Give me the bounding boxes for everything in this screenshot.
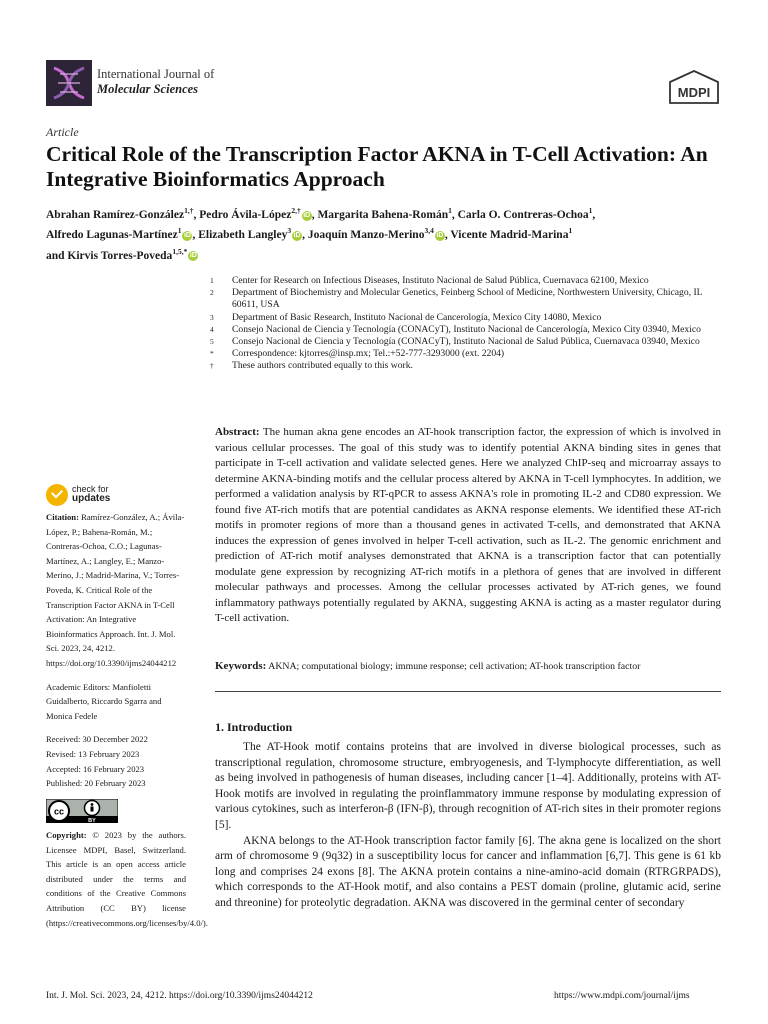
orcid-icon[interactable]: iD [436, 232, 444, 240]
check-updates-line2: updates [72, 493, 111, 504]
author-affiliation-mark: 2,† [291, 206, 301, 215]
affiliation-item [210, 275, 726, 287]
author-name[interactable]: Carla O. Contreras-Ochoa [457, 208, 589, 221]
paper-title: Critical Role of the Transcription Factor AKNA in T-Cell Activation: An Integrative Bioinformatics Approach [46, 142, 708, 191]
copyright-block [46, 828, 208, 930]
author-name[interactable]: Alfredo Lagunas-Martínez [46, 229, 178, 242]
date-accepted: Accepted: 16 February 2023 [46, 763, 145, 774]
date-revised: Revised: 13 February 2023 [46, 748, 140, 759]
keywords [215, 660, 721, 672]
affiliation-text: Department of Biochemistry and Molecular Genetics, Feinberg School of Medicine, Northwestern University, Chicago, IL 60611, USA [232, 287, 703, 311]
introduction-body [215, 740, 721, 912]
article-type: Article [46, 125, 79, 139]
mdpi-logo-icon [668, 70, 720, 104]
journal-logo-icon [46, 60, 92, 106]
affiliation-mark: † [210, 361, 214, 371]
author-name[interactable]: and Kirvis Torres-Poveda [46, 249, 173, 262]
author-affiliation-mark: 1 [177, 226, 182, 236]
affiliation-mark: 4 [210, 324, 214, 334]
affiliation-mark: 2 [210, 288, 214, 298]
author-separator: , [451, 208, 458, 221]
author-affiliation-mark: 3 [287, 226, 292, 236]
affiliation-item [210, 324, 726, 336]
orcid-icon[interactable]: iD [189, 252, 197, 260]
cc-by-label: BY [88, 818, 96, 823]
introduction-heading: 1. Introduction [215, 720, 293, 734]
footer-journal-link[interactable]: https://www.mdpi.com/journal/ijms [554, 991, 690, 1001]
affiliation-text: These authors contributed equally to this work. [232, 360, 413, 372]
author-name[interactable]: Pedro Ávila-López [199, 208, 292, 221]
affiliations [210, 275, 726, 373]
check-updates-line1: check for [72, 484, 109, 494]
author-affiliation-mark: 1 [448, 206, 452, 215]
author-affiliation-mark: 3,4 [424, 226, 434, 236]
keywords-text: AKNA; computational biology; immune response; cell activation; AT-hook transcription factor [268, 661, 641, 672]
author-list [46, 203, 726, 264]
affiliation-item [210, 312, 726, 324]
copyright-label: Copyright: [46, 830, 87, 840]
copyright-text: © 2023 by the authors. Licensee MDPI, Basel, Switzerland. This article is an open access article distributed under the terms and conditions of the Creative Commons Attribution (CC BY) license (https://creativecommons.org/licenses/by/4.0/). [46, 830, 208, 928]
author-affiliation-mark: 1 [588, 206, 593, 215]
affiliation-mark: 5 [210, 337, 214, 347]
check-icon [46, 484, 68, 506]
journal-name [97, 67, 214, 97]
author-name[interactable]: Vicente Madrid-Marina [450, 229, 569, 242]
author-separator: , [193, 208, 200, 221]
journal-name-line1: International Journal of [97, 67, 215, 81]
affiliation-mark: 1 [210, 276, 214, 285]
academic-editors: Academic Editors: Manfioletti Guidalberto, Riccardo Sgarra and Monica Fedele [46, 681, 162, 721]
check-for-updates-button[interactable] [46, 484, 146, 508]
author-separator: , [192, 229, 199, 242]
author-affiliation-mark: 1,† [184, 206, 194, 215]
affiliation-mark: * [210, 349, 214, 359]
author-affiliation-mark: 1,5,* [172, 246, 188, 256]
author-separator: , [311, 208, 318, 221]
author-name[interactable]: Elizabeth Langley [198, 229, 288, 242]
affiliation-text: Center for Research on Infectious Diseases, Instituto Nacional de Salud Pública, Cuernavaca 62100, Mexico [232, 275, 649, 286]
author-name[interactable]: Margarita Bahena-Román [317, 208, 449, 221]
footer-citation[interactable]: Int. J. Mol. Sci. 2023, 24, 4212. https://doi.org/10.3390/ijms24044212 [46, 991, 313, 1001]
abstract-text: The human akna gene encodes an AT-hook transcription factor, the expression of which is involved in various cellular processes. The goal of this study was to identify potential AKNA binding sites in genes that participate in T-cell activation and validate selected genes. Here we analyzed ChIP-seq and microarray assays to determine AKNA-binding motifs and the cellular process altered by AKNA in T-cell lymphocytes. In addition, we performed a validation analysis by RT-qPCR to assess AKNA's role in promoting IL-2 and CD80 expression. We found five AT-rich motifs that are potential candidates as AKNA response elements. We identified these AT-rich motifs in promoter regions of more than a thousand genes in activated T-cells, and demonstrated that AKNA induces the expression of genes involved in helper T-cell activation, such as IL-2. The genomic enrichment and prediction of AT-rich motif analyses demonstrated that AKNA is a transcription factor that can potentially modulate gene expression by recognizing AT-rich motifs in a plethora of genes that are involved in different molecular pathways and processes. Among the cellular processes activated by AT-rich genes, we found inflammatory pathways potentially regulated by AKNA, suggesting AKNA is acting as a master regulator during T-cell activation. [215, 426, 721, 624]
cc-by-license-icon[interactable] [46, 799, 118, 823]
citation-text[interactable]: Ramírez-González, A.; Ávila-López, P.; Bahena-Román, M.; Contreras-Ochoa, C.O.; Lagunas-Martínez, A.; Langley, E.; Manzo-Merino, J.; Madrid-Marina, V.; Torres-Poveda, K. Critical Role of the Transcription Factor AKNA in T-Cell Activation: An Integrative Bioinformatics Approach. Int. J. Mol. Sci. 2023, 24, 4212. https://doi.org/10.3390/ijms24044212 [46, 512, 185, 668]
affiliation-text: Consejo Nacional de Ciencia y Tecnología (CONACyT), Instituto Nacional de Cancerología, Mexico City 03940, Mexico [232, 323, 701, 335]
affiliation-item [210, 287, 726, 311]
affiliation-text: Consejo Nacional de Ciencia y Tecnología (CONACyT), Instituto Nacional de Salud Pública, Cuernavaca 03940, Mexico [232, 336, 700, 348]
abstract [215, 425, 721, 627]
author-separator: , [592, 208, 596, 221]
orcid-icon[interactable]: iD [303, 211, 311, 219]
intro-paragraph-2: AKNA belongs to the AT-Hook transcription factor family [6]. The akna gene is localized on the short arm of chromosome 9 (9q32) in a susceptibility locus for cancer and inflammation [6,7]. This gene is 61 kb long and comprises 24 exons [8]. The AKNA protein contains a nine-amino-acid domain (RTRGRPADS), which corresponds to the AT-Hook motif, and also contains a PEST domain (proline, glutamic acid, serine and threonine) for proteolytic degradation. AKNA was discovered in the germinal center of secondary [215, 834, 721, 909]
affiliation-mark: 3 [210, 312, 214, 322]
citation-label: Citation: [46, 512, 79, 522]
date-received: Received: 30 December 2022 [46, 734, 148, 745]
intro-paragraph-1: The AT-Hook motif contains proteins that are involved in diverse biological processes, such as transcriptional regulation, chromosome structure, embryogenesis, and T-lymphocyte differentiation, as well as being involved in pathogenesis of human diseases, including cancer [1–4]. Additionally, proteins with AT-Hook motifs are involved in regulating the proinflammatory immune response by modulating expression of various cytokines, such as interferon-β (IFN-β), through recognition of AT-rich sites in their promoter regions [5]. [215, 741, 721, 831]
affiliation-item [210, 360, 726, 372]
author-name[interactable]: Abrahan Ramírez-González [46, 208, 185, 221]
keywords-label: Keywords: [215, 660, 267, 672]
author-separator: , [444, 229, 451, 242]
affiliation-item [210, 348, 726, 360]
author-name[interactable]: Joaquín Manzo-Merino [307, 229, 425, 242]
abstract-label: Abstract: [215, 426, 260, 438]
date-published: Published: 20 February 2023 [46, 778, 146, 789]
orcid-icon[interactable]: iD [293, 232, 301, 240]
mdpi-logo-text: MDPI [677, 85, 711, 100]
section-divider [215, 691, 721, 692]
affiliation-text: Department of Basic Research, Instituto Nacional de Cancerología, Mexico City 14080, Mexico [232, 311, 602, 323]
journal-name-line2: Molecular Sciences [97, 82, 199, 96]
affiliation-item [210, 336, 726, 348]
author-separator: , [302, 229, 308, 242]
citation-block [46, 510, 186, 671]
sidebar-meta [46, 510, 186, 791]
svg-text:cc: cc [53, 806, 65, 817]
affiliation-text: Correspondence: kjtorres@insp.mx; Tel.:+52-777-3293000 (ext. 2204) [232, 348, 505, 360]
author-affiliation-mark: 1 [568, 226, 573, 236]
orcid-icon[interactable]: iD [183, 232, 191, 240]
